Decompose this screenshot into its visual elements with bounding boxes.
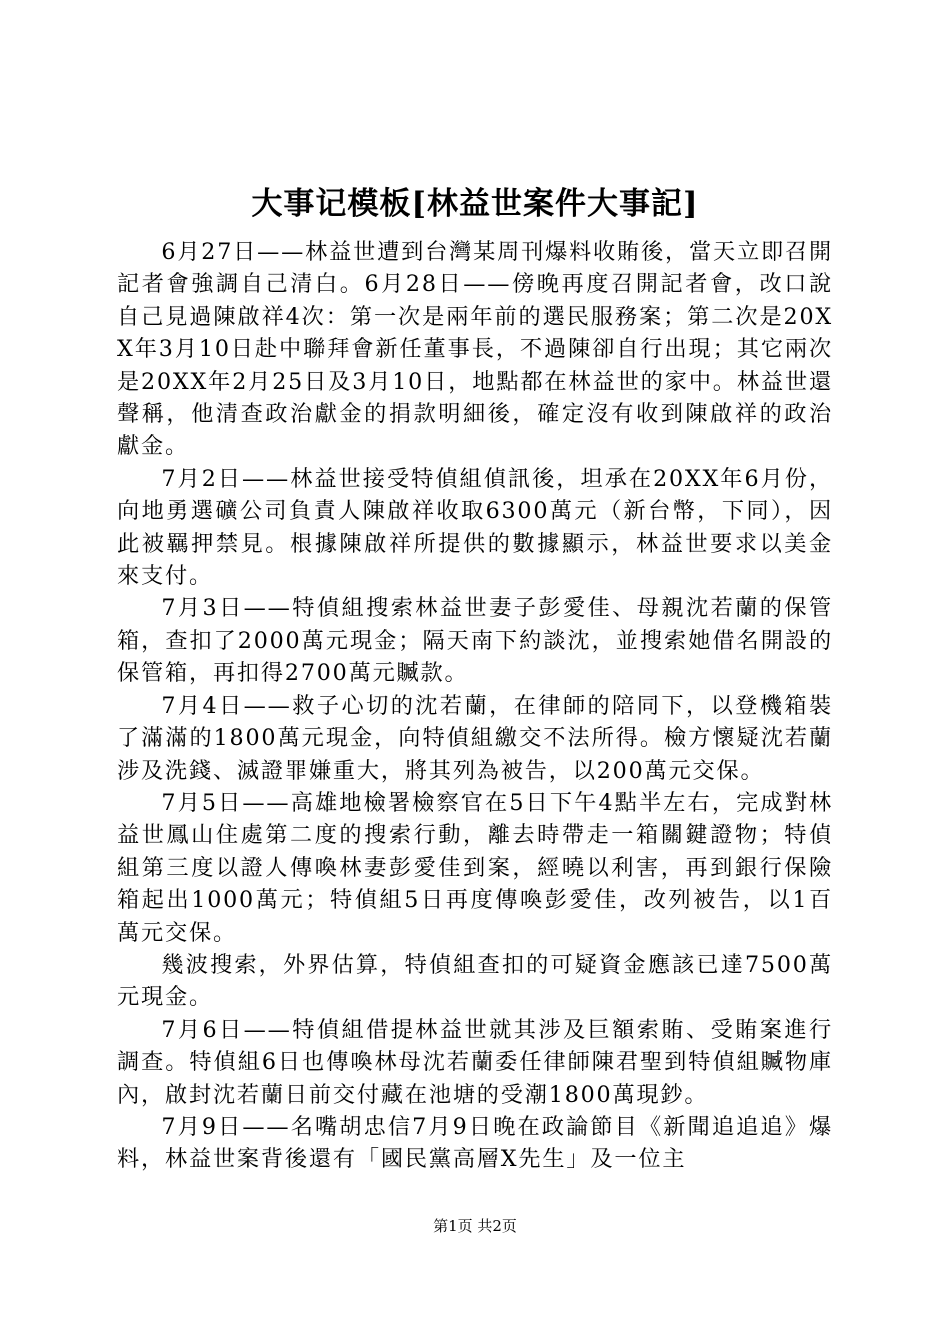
document-title: 大事记模板[林益世案件大事記] [251, 186, 699, 222]
page-number: 第1页 共2页 [433, 1217, 517, 1235]
paragraph: 幾波搜索，外界估算，特偵組查扣的可疑資金應該已達7500萬元現金。 [117, 951, 833, 1011]
paragraph: 7月9日——名嘴胡忠信7月9日晚在政論節目《新聞追追追》爆料，林益世案背後還有「國民黨高層X先生」及一位主 [117, 1113, 833, 1173]
paragraph: 6月27日——林益世遭到台灣某周刊爆料收賄後，當天立即召開記者會強調自己清白。6月28日——傍晚再度召開記者會，改口說自己見過陳啟祥4次：第一次是兩年前的選民服務案；第二次是20XX年3月10日赴中聯拜會新任董事長，不過陳卻自行出現；其它兩次是20XX年2月25日及3月10日，地點都在林益世的家中。林益世還聲稱，他清查政治獻金的捐款明細後，確定沒有收到陳啟祥的政治獻金。 [117, 239, 833, 460]
paragraph: 7月4日——救子心切的沈若蘭，在律師的陪同下，以登機箱裝了滿滿的1800萬元現金，向特偵組繳交不法所得。檢方懷疑沈若蘭涉及洗錢、滅證罪嫌重大，將其列為被告，以200萬元交保。 [117, 692, 833, 784]
document-body [117, 236, 833, 1176]
paragraph: 7月2日——林益世接受特偵組偵訊後，坦承在20XX年6月份，向地勇選礦公司負責人陳啟祥收取6300萬元（新台幣，下同），因此被羈押禁見。根據陳啟祥所提供的數據顯示，林益世要求以美金來支付。 [117, 465, 833, 590]
paragraph: 7月3日——特偵組搜索林益世妻子彭愛佳、母親沈若蘭的保管箱，查扣了2000萬元現金；隔天南下約談沈，並搜索她借名開設的保管箱，再扣得2700萬元贓款。 [117, 595, 833, 687]
paragraph: 7月6日——特偵組借提林益世就其涉及巨額索賄、受賄案進行調查。特偵組6日也傳喚林母沈若蘭委任律師陳君聖到特偵組贓物庫內，啟封沈若蘭日前交付藏在池塘的受潮1800萬現鈔。 [117, 1016, 833, 1108]
paragraph: 7月5日——高雄地檢署檢察官在5日下午4點半左右，完成對林益世鳳山住處第二度的搜索行動，離去時帶走一箱關鍵證物；特偵組第三度以證人傳喚林妻彭愛佳到案，經曉以利害，再到銀行保險箱起出1000萬元；特偵組5日再度傳喚彭愛佳，改列被告，以1百萬元交保。 [117, 789, 833, 946]
